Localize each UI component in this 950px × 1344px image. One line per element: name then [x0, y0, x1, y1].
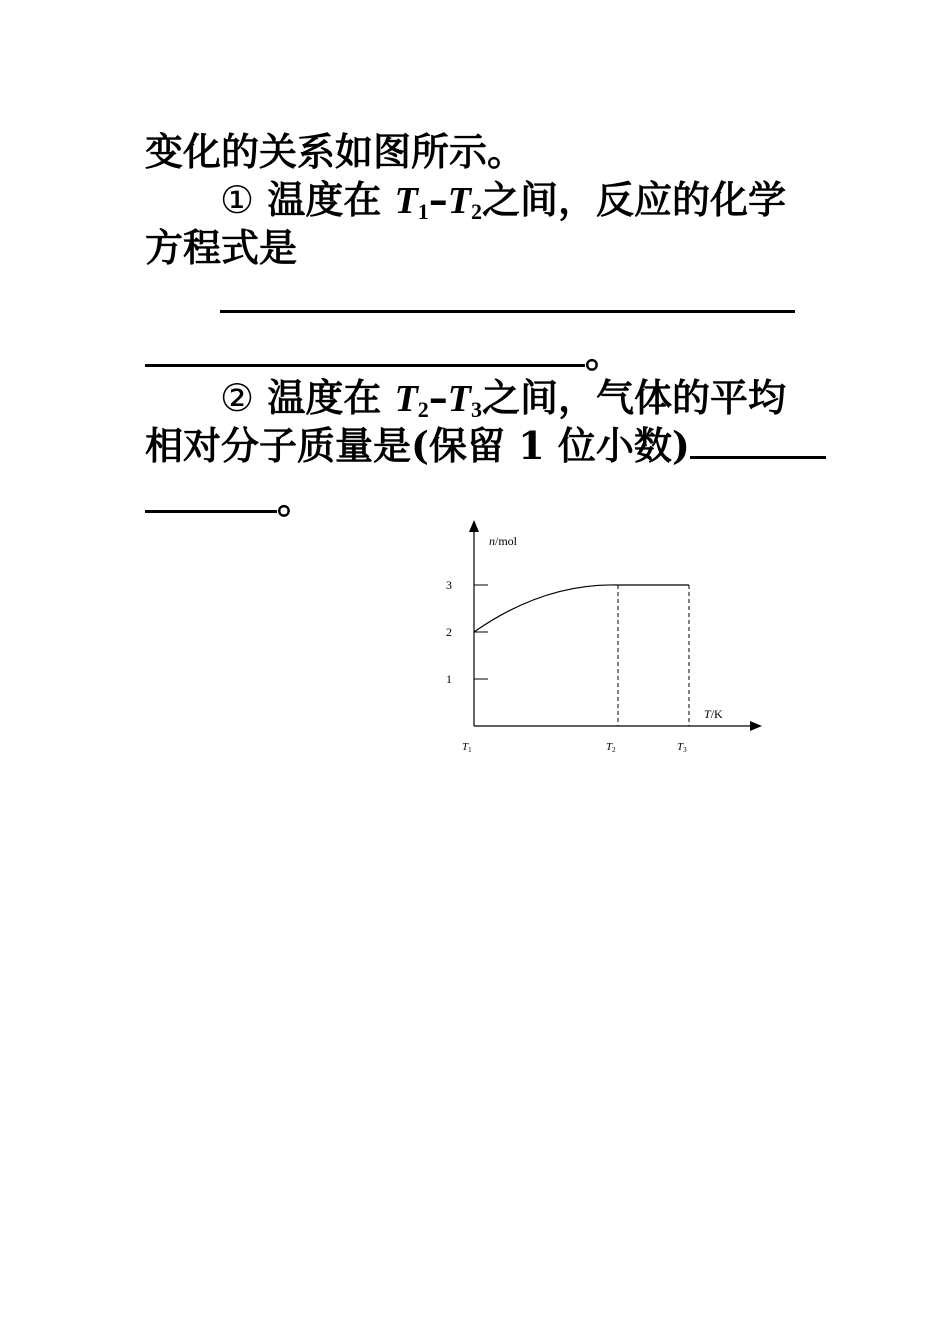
q2-post: 之间，气体的平均: [482, 375, 787, 420]
question-2-line-2: 相对分子质量是(保留 1 位小数): [145, 422, 826, 470]
q2-pre: 温度在: [267, 375, 382, 420]
text-line-1: 变化的关系如图所示。: [145, 129, 526, 174]
answer-blank-2b[interactable]: 。: [145, 476, 315, 524]
y-tick-label-1: 1: [446, 672, 452, 686]
marker-1: ①: [220, 178, 255, 222]
y-tick-label-2: 2: [446, 625, 452, 639]
x-axis-label: T/K: [704, 707, 723, 721]
x-tick-label-3: T3: [677, 741, 687, 754]
y-tick-label-3: 3: [446, 578, 452, 592]
question-2: ② 温度在 $T_2-T_3$之间，气体的平均: [220, 375, 787, 422]
question-1-line-2: 方程式是: [145, 225, 298, 270]
x-tick-label-2: T2: [606, 741, 616, 754]
y-axis-label: n/mol: [489, 534, 518, 548]
q1-pre: 温度在: [267, 177, 382, 222]
x-axis-arrow: [750, 721, 762, 731]
question-1: ① 温度在 $T_1-T_2$之间，反应的化学: [220, 177, 787, 224]
answer-blank-1b[interactable]: 。: [145, 330, 623, 378]
x-tick-label-1: T1: [462, 741, 472, 754]
q1-post: 之间，反应的化学: [482, 177, 787, 222]
marker-2: ②: [220, 376, 255, 420]
y-axis-arrow: [469, 520, 479, 532]
series-line: [474, 585, 689, 632]
